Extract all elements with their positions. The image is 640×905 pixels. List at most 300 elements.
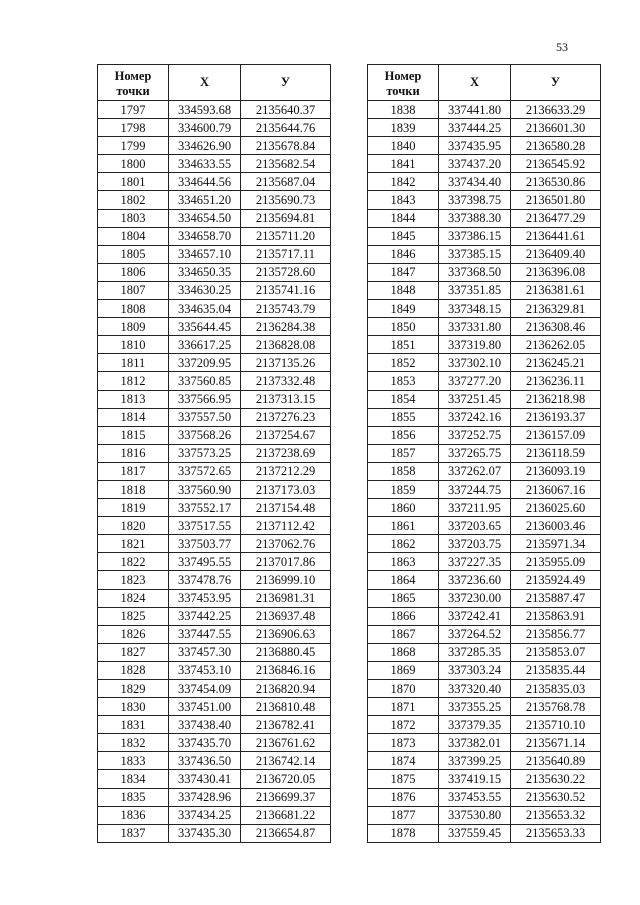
point-number-cell: 1814 bbox=[98, 408, 169, 426]
coordinates-table-right bbox=[367, 64, 601, 843]
x-cell: 334626.90 bbox=[169, 137, 241, 155]
table-row bbox=[368, 101, 601, 119]
table-body bbox=[98, 101, 331, 843]
y-cell: 2135687.04 bbox=[241, 173, 331, 191]
x-cell: 337399.25 bbox=[439, 752, 511, 770]
point-number-cell: 1873 bbox=[368, 734, 439, 752]
x-cell: 337388.30 bbox=[439, 209, 511, 227]
table-row bbox=[98, 535, 331, 553]
y-cell: 2136545.92 bbox=[511, 155, 601, 173]
table-row bbox=[98, 643, 331, 661]
table-row bbox=[98, 589, 331, 607]
table-row bbox=[368, 281, 601, 299]
x-cell: 337568.26 bbox=[169, 426, 241, 444]
table-row bbox=[368, 209, 601, 227]
table-row bbox=[98, 788, 331, 806]
x-cell: 337557.50 bbox=[169, 408, 241, 426]
y-cell: 2136308.46 bbox=[511, 318, 601, 336]
header-point-number bbox=[368, 65, 439, 101]
x-cell: 337552.17 bbox=[169, 499, 241, 517]
table-row bbox=[98, 607, 331, 625]
x-cell: 337227.35 bbox=[439, 553, 511, 571]
table-row bbox=[368, 372, 601, 390]
y-cell: 2136157.09 bbox=[511, 426, 601, 444]
y-cell: 2137135.26 bbox=[241, 354, 331, 372]
y-cell: 2135741.16 bbox=[241, 281, 331, 299]
table-row bbox=[368, 589, 601, 607]
y-cell: 2136284.38 bbox=[241, 318, 331, 336]
point-number-cell: 1865 bbox=[368, 589, 439, 607]
point-number-cell: 1810 bbox=[98, 336, 169, 354]
point-number-cell: 1807 bbox=[98, 281, 169, 299]
y-cell: 2136880.45 bbox=[241, 643, 331, 661]
table-row bbox=[368, 191, 601, 209]
table-row bbox=[98, 119, 331, 137]
table-row bbox=[368, 390, 601, 408]
table-row bbox=[98, 209, 331, 227]
x-cell: 337434.40 bbox=[439, 173, 511, 191]
point-number-cell: 1851 bbox=[368, 336, 439, 354]
y-cell: 2136067.16 bbox=[511, 480, 601, 498]
point-number-cell: 1841 bbox=[368, 155, 439, 173]
x-cell: 334658.70 bbox=[169, 227, 241, 245]
header-x: X bbox=[169, 65, 241, 101]
header-x: X bbox=[439, 65, 511, 101]
x-cell: 337264.52 bbox=[439, 625, 511, 643]
header-point-line1: Номер bbox=[114, 68, 152, 83]
point-number-cell: 1878 bbox=[368, 824, 439, 842]
y-cell: 2136329.81 bbox=[511, 300, 601, 318]
x-cell: 337277.20 bbox=[439, 372, 511, 390]
table-row bbox=[368, 499, 601, 517]
table-row bbox=[98, 191, 331, 209]
point-number-cell: 1833 bbox=[98, 752, 169, 770]
x-cell: 337236.60 bbox=[439, 571, 511, 589]
table-row bbox=[98, 336, 331, 354]
x-cell: 337430.41 bbox=[169, 770, 241, 788]
y-cell: 2135653.32 bbox=[511, 806, 601, 824]
y-cell: 2135856.77 bbox=[511, 625, 601, 643]
point-number-cell: 1862 bbox=[368, 535, 439, 553]
x-cell: 334630.25 bbox=[169, 281, 241, 299]
table-row bbox=[98, 444, 331, 462]
y-cell: 2137332.48 bbox=[241, 372, 331, 390]
y-cell: 2135640.37 bbox=[241, 101, 331, 119]
x-cell: 337251.45 bbox=[439, 390, 511, 408]
point-number-cell: 1803 bbox=[98, 209, 169, 227]
y-cell: 2135887.47 bbox=[511, 589, 601, 607]
point-number-cell: 1836 bbox=[98, 806, 169, 824]
y-cell: 2135835.44 bbox=[511, 661, 601, 679]
point-number-cell: 1831 bbox=[98, 716, 169, 734]
y-cell: 2136810.48 bbox=[241, 698, 331, 716]
y-cell: 2135728.60 bbox=[241, 263, 331, 281]
x-cell: 337478.76 bbox=[169, 571, 241, 589]
point-number-cell: 1849 bbox=[368, 300, 439, 318]
point-number-cell: 1844 bbox=[368, 209, 439, 227]
point-number-cell: 1877 bbox=[368, 806, 439, 824]
table-row bbox=[98, 426, 331, 444]
point-number-cell: 1829 bbox=[98, 680, 169, 698]
y-cell: 2136906.63 bbox=[241, 625, 331, 643]
table-row bbox=[368, 318, 601, 336]
x-cell: 337453.95 bbox=[169, 589, 241, 607]
table-body bbox=[368, 101, 601, 843]
point-number-cell: 1825 bbox=[98, 607, 169, 625]
point-number-cell: 1872 bbox=[368, 716, 439, 734]
x-cell: 337348.15 bbox=[439, 300, 511, 318]
table-row bbox=[368, 517, 601, 535]
y-cell: 2137017.86 bbox=[241, 553, 331, 571]
y-cell: 2136846.16 bbox=[241, 661, 331, 679]
y-cell: 2135955.09 bbox=[511, 553, 601, 571]
table-row bbox=[98, 263, 331, 281]
point-number-cell: 1799 bbox=[98, 137, 169, 155]
y-cell: 2136396.08 bbox=[511, 263, 601, 281]
x-cell: 337398.75 bbox=[439, 191, 511, 209]
y-cell: 2136003.46 bbox=[511, 517, 601, 535]
y-cell: 2136093.19 bbox=[511, 462, 601, 480]
y-cell: 2136999.10 bbox=[241, 571, 331, 589]
point-number-cell: 1808 bbox=[98, 300, 169, 318]
y-cell: 2135678.84 bbox=[241, 137, 331, 155]
x-cell: 335644.45 bbox=[169, 318, 241, 336]
table-row bbox=[98, 354, 331, 372]
y-cell: 2135924.49 bbox=[511, 571, 601, 589]
point-number-cell: 1815 bbox=[98, 426, 169, 444]
x-cell: 334633.55 bbox=[169, 155, 241, 173]
x-cell: 337428.96 bbox=[169, 788, 241, 806]
point-number-cell: 1812 bbox=[98, 372, 169, 390]
point-number-cell: 1843 bbox=[368, 191, 439, 209]
x-cell: 334593.68 bbox=[169, 101, 241, 119]
y-cell: 2136501.80 bbox=[511, 191, 601, 209]
y-cell: 2137313.15 bbox=[241, 390, 331, 408]
x-cell: 337572.65 bbox=[169, 462, 241, 480]
x-cell: 337382.01 bbox=[439, 734, 511, 752]
table-row bbox=[368, 806, 601, 824]
point-number-cell: 1859 bbox=[368, 480, 439, 498]
table-row bbox=[98, 480, 331, 498]
y-cell: 2136477.29 bbox=[511, 209, 601, 227]
y-cell: 2136720.05 bbox=[241, 770, 331, 788]
table-row bbox=[98, 680, 331, 698]
point-number-cell: 1856 bbox=[368, 426, 439, 444]
header-y: У bbox=[241, 65, 331, 101]
table-row bbox=[98, 390, 331, 408]
x-cell: 337320.40 bbox=[439, 680, 511, 698]
point-number-cell: 1838 bbox=[368, 101, 439, 119]
point-number-cell: 1819 bbox=[98, 499, 169, 517]
table-row bbox=[368, 535, 601, 553]
x-cell: 337211.95 bbox=[439, 499, 511, 517]
point-number-cell: 1863 bbox=[368, 553, 439, 571]
x-cell: 337244.75 bbox=[439, 480, 511, 498]
y-cell: 2135690.73 bbox=[241, 191, 331, 209]
x-cell: 337265.75 bbox=[439, 444, 511, 462]
point-number-cell: 1816 bbox=[98, 444, 169, 462]
x-cell: 334635.04 bbox=[169, 300, 241, 318]
y-cell: 2136782.41 bbox=[241, 716, 331, 734]
point-number-cell: 1870 bbox=[368, 680, 439, 698]
point-number-cell: 1839 bbox=[368, 119, 439, 137]
x-cell: 337573.25 bbox=[169, 444, 241, 462]
x-cell: 337242.16 bbox=[439, 408, 511, 426]
point-number-cell: 1837 bbox=[98, 824, 169, 842]
point-number-cell: 1871 bbox=[368, 698, 439, 716]
table-row bbox=[98, 227, 331, 245]
x-cell: 337453.55 bbox=[439, 788, 511, 806]
point-number-cell: 1804 bbox=[98, 227, 169, 245]
point-number-cell: 1876 bbox=[368, 788, 439, 806]
table-row bbox=[368, 137, 601, 155]
y-cell: 2136409.40 bbox=[511, 245, 601, 263]
x-cell: 337457.30 bbox=[169, 643, 241, 661]
x-cell: 337434.25 bbox=[169, 806, 241, 824]
coordinates-table-left bbox=[97, 64, 331, 843]
table-row bbox=[98, 517, 331, 535]
table-row bbox=[98, 571, 331, 589]
table-row bbox=[368, 788, 601, 806]
y-cell: 2135710.10 bbox=[511, 716, 601, 734]
table-row bbox=[98, 806, 331, 824]
y-cell: 2136820.94 bbox=[241, 680, 331, 698]
x-cell: 337451.00 bbox=[169, 698, 241, 716]
x-cell: 334650.35 bbox=[169, 263, 241, 281]
x-cell: 337517.55 bbox=[169, 517, 241, 535]
point-number-cell: 1866 bbox=[368, 607, 439, 625]
y-cell: 2137276.23 bbox=[241, 408, 331, 426]
table-row bbox=[98, 281, 331, 299]
y-cell: 2136236.11 bbox=[511, 372, 601, 390]
y-cell: 2136530.86 bbox=[511, 173, 601, 191]
point-number-cell: 1802 bbox=[98, 191, 169, 209]
y-cell: 2135835.03 bbox=[511, 680, 601, 698]
x-cell: 337303.24 bbox=[439, 661, 511, 679]
x-cell: 337442.25 bbox=[169, 607, 241, 625]
x-cell: 337379.35 bbox=[439, 716, 511, 734]
y-cell: 2136245.21 bbox=[511, 354, 601, 372]
table-row bbox=[368, 336, 601, 354]
point-number-cell: 1848 bbox=[368, 281, 439, 299]
table-row bbox=[368, 661, 601, 679]
x-cell: 337331.80 bbox=[439, 318, 511, 336]
x-cell: 337437.20 bbox=[439, 155, 511, 173]
point-number-cell: 1823 bbox=[98, 571, 169, 589]
x-cell: 337230.00 bbox=[439, 589, 511, 607]
table-row bbox=[368, 716, 601, 734]
table-row bbox=[98, 300, 331, 318]
y-cell: 2137238.69 bbox=[241, 444, 331, 462]
x-cell: 334657.10 bbox=[169, 245, 241, 263]
y-cell: 2135863.91 bbox=[511, 607, 601, 625]
x-cell: 337302.10 bbox=[439, 354, 511, 372]
x-cell: 337495.55 bbox=[169, 553, 241, 571]
table-row bbox=[98, 734, 331, 752]
x-cell: 334644.56 bbox=[169, 173, 241, 191]
point-number-cell: 1858 bbox=[368, 462, 439, 480]
table-row bbox=[368, 462, 601, 480]
point-number-cell: 1855 bbox=[368, 408, 439, 426]
point-number-cell: 1853 bbox=[368, 372, 439, 390]
point-number-cell: 1800 bbox=[98, 155, 169, 173]
x-cell: 337435.30 bbox=[169, 824, 241, 842]
y-cell: 2136742.14 bbox=[241, 752, 331, 770]
point-number-cell: 1818 bbox=[98, 480, 169, 498]
y-cell: 2136441.61 bbox=[511, 227, 601, 245]
table-row bbox=[98, 824, 331, 842]
point-number-cell: 1805 bbox=[98, 245, 169, 263]
y-cell: 2137212.29 bbox=[241, 462, 331, 480]
y-cell: 2136681.22 bbox=[241, 806, 331, 824]
y-cell: 2136118.59 bbox=[511, 444, 601, 462]
x-cell: 337559.45 bbox=[439, 824, 511, 842]
x-cell: 337351.85 bbox=[439, 281, 511, 299]
table-row bbox=[368, 354, 601, 372]
table-row bbox=[98, 137, 331, 155]
x-cell: 337285.35 bbox=[439, 643, 511, 661]
point-number-cell: 1864 bbox=[368, 571, 439, 589]
point-number-cell: 1842 bbox=[368, 173, 439, 191]
table-row bbox=[368, 480, 601, 498]
x-cell: 334654.50 bbox=[169, 209, 241, 227]
table-row bbox=[98, 372, 331, 390]
point-number-cell: 1845 bbox=[368, 227, 439, 245]
x-cell: 337385.15 bbox=[439, 245, 511, 263]
table-row bbox=[368, 643, 601, 661]
y-cell: 2136761.62 bbox=[241, 734, 331, 752]
y-cell: 2137062.76 bbox=[241, 535, 331, 553]
y-cell: 2136193.37 bbox=[511, 408, 601, 426]
y-cell: 2136580.28 bbox=[511, 137, 601, 155]
point-number-cell: 1801 bbox=[98, 173, 169, 191]
header-point-line2: точки bbox=[386, 83, 420, 98]
point-number-cell: 1832 bbox=[98, 734, 169, 752]
point-number-cell: 1852 bbox=[368, 354, 439, 372]
point-number-cell: 1875 bbox=[368, 770, 439, 788]
x-cell: 337209.95 bbox=[169, 354, 241, 372]
point-number-cell: 1828 bbox=[98, 661, 169, 679]
y-cell: 2136633.29 bbox=[511, 101, 601, 119]
y-cell: 2137154.48 bbox=[241, 499, 331, 517]
y-cell: 2135768.78 bbox=[511, 698, 601, 716]
header-y: У bbox=[511, 65, 601, 101]
x-cell: 337368.50 bbox=[439, 263, 511, 281]
point-number-cell: 1857 bbox=[368, 444, 439, 462]
table-row bbox=[98, 173, 331, 191]
table-row bbox=[368, 752, 601, 770]
table-row bbox=[98, 698, 331, 716]
x-cell: 337252.75 bbox=[439, 426, 511, 444]
table-row bbox=[368, 553, 601, 571]
x-cell: 337444.25 bbox=[439, 119, 511, 137]
table-row bbox=[98, 101, 331, 119]
point-number-cell: 1868 bbox=[368, 643, 439, 661]
x-cell: 337560.90 bbox=[169, 480, 241, 498]
point-number-cell: 1797 bbox=[98, 101, 169, 119]
y-cell: 2136262.05 bbox=[511, 336, 601, 354]
y-cell: 2136699.37 bbox=[241, 788, 331, 806]
point-number-cell: 1827 bbox=[98, 643, 169, 661]
point-number-cell: 1822 bbox=[98, 553, 169, 571]
point-number-cell: 1821 bbox=[98, 535, 169, 553]
x-cell: 337435.70 bbox=[169, 734, 241, 752]
y-cell: 2136981.31 bbox=[241, 589, 331, 607]
point-number-cell: 1847 bbox=[368, 263, 439, 281]
table-row bbox=[98, 462, 331, 480]
table-row bbox=[98, 770, 331, 788]
point-number-cell: 1846 bbox=[368, 245, 439, 263]
x-cell: 337454.09 bbox=[169, 680, 241, 698]
point-number-cell: 1809 bbox=[98, 318, 169, 336]
x-cell: 337441.80 bbox=[439, 101, 511, 119]
y-cell: 2136654.87 bbox=[241, 824, 331, 842]
table-row bbox=[98, 752, 331, 770]
x-cell: 334600.79 bbox=[169, 119, 241, 137]
x-cell: 337319.80 bbox=[439, 336, 511, 354]
point-number-cell: 1840 bbox=[368, 137, 439, 155]
y-cell: 2136828.08 bbox=[241, 336, 331, 354]
y-cell: 2136937.48 bbox=[241, 607, 331, 625]
table-row bbox=[368, 698, 601, 716]
x-cell: 337203.75 bbox=[439, 535, 511, 553]
table-header-row bbox=[98, 65, 331, 101]
table-row bbox=[368, 245, 601, 263]
table-row bbox=[98, 716, 331, 734]
table-row bbox=[98, 625, 331, 643]
table-row bbox=[98, 318, 331, 336]
y-cell: 2135743.79 bbox=[241, 300, 331, 318]
point-number-cell: 1854 bbox=[368, 390, 439, 408]
table-row bbox=[368, 734, 601, 752]
x-cell: 334651.20 bbox=[169, 191, 241, 209]
x-cell: 337355.25 bbox=[439, 698, 511, 716]
y-cell: 2135682.54 bbox=[241, 155, 331, 173]
x-cell: 337447.55 bbox=[169, 625, 241, 643]
x-cell: 337438.40 bbox=[169, 716, 241, 734]
header-point-number bbox=[98, 65, 169, 101]
point-number-cell: 1811 bbox=[98, 354, 169, 372]
x-cell: 337453.10 bbox=[169, 661, 241, 679]
table-header-row bbox=[368, 65, 601, 101]
table-row bbox=[368, 625, 601, 643]
point-number-cell: 1861 bbox=[368, 517, 439, 535]
y-cell: 2135630.22 bbox=[511, 770, 601, 788]
y-cell: 2135653.33 bbox=[511, 824, 601, 842]
y-cell: 2137173.03 bbox=[241, 480, 331, 498]
table-row bbox=[368, 607, 601, 625]
point-number-cell: 1798 bbox=[98, 119, 169, 137]
table-row bbox=[368, 227, 601, 245]
x-cell: 337242.41 bbox=[439, 607, 511, 625]
y-cell: 2137254.67 bbox=[241, 426, 331, 444]
x-cell: 337419.15 bbox=[439, 770, 511, 788]
x-cell: 337530.80 bbox=[439, 806, 511, 824]
y-cell: 2136025.60 bbox=[511, 499, 601, 517]
x-cell: 336617.25 bbox=[169, 336, 241, 354]
point-number-cell: 1826 bbox=[98, 625, 169, 643]
x-cell: 337503.77 bbox=[169, 535, 241, 553]
x-cell: 337262.07 bbox=[439, 462, 511, 480]
table-row bbox=[368, 444, 601, 462]
point-number-cell: 1817 bbox=[98, 462, 169, 480]
point-number-cell: 1830 bbox=[98, 698, 169, 716]
point-number-cell: 1867 bbox=[368, 625, 439, 643]
y-cell: 2135711.20 bbox=[241, 227, 331, 245]
header-point-line1: Номер bbox=[384, 68, 422, 83]
point-number-cell: 1869 bbox=[368, 661, 439, 679]
table-row bbox=[368, 408, 601, 426]
